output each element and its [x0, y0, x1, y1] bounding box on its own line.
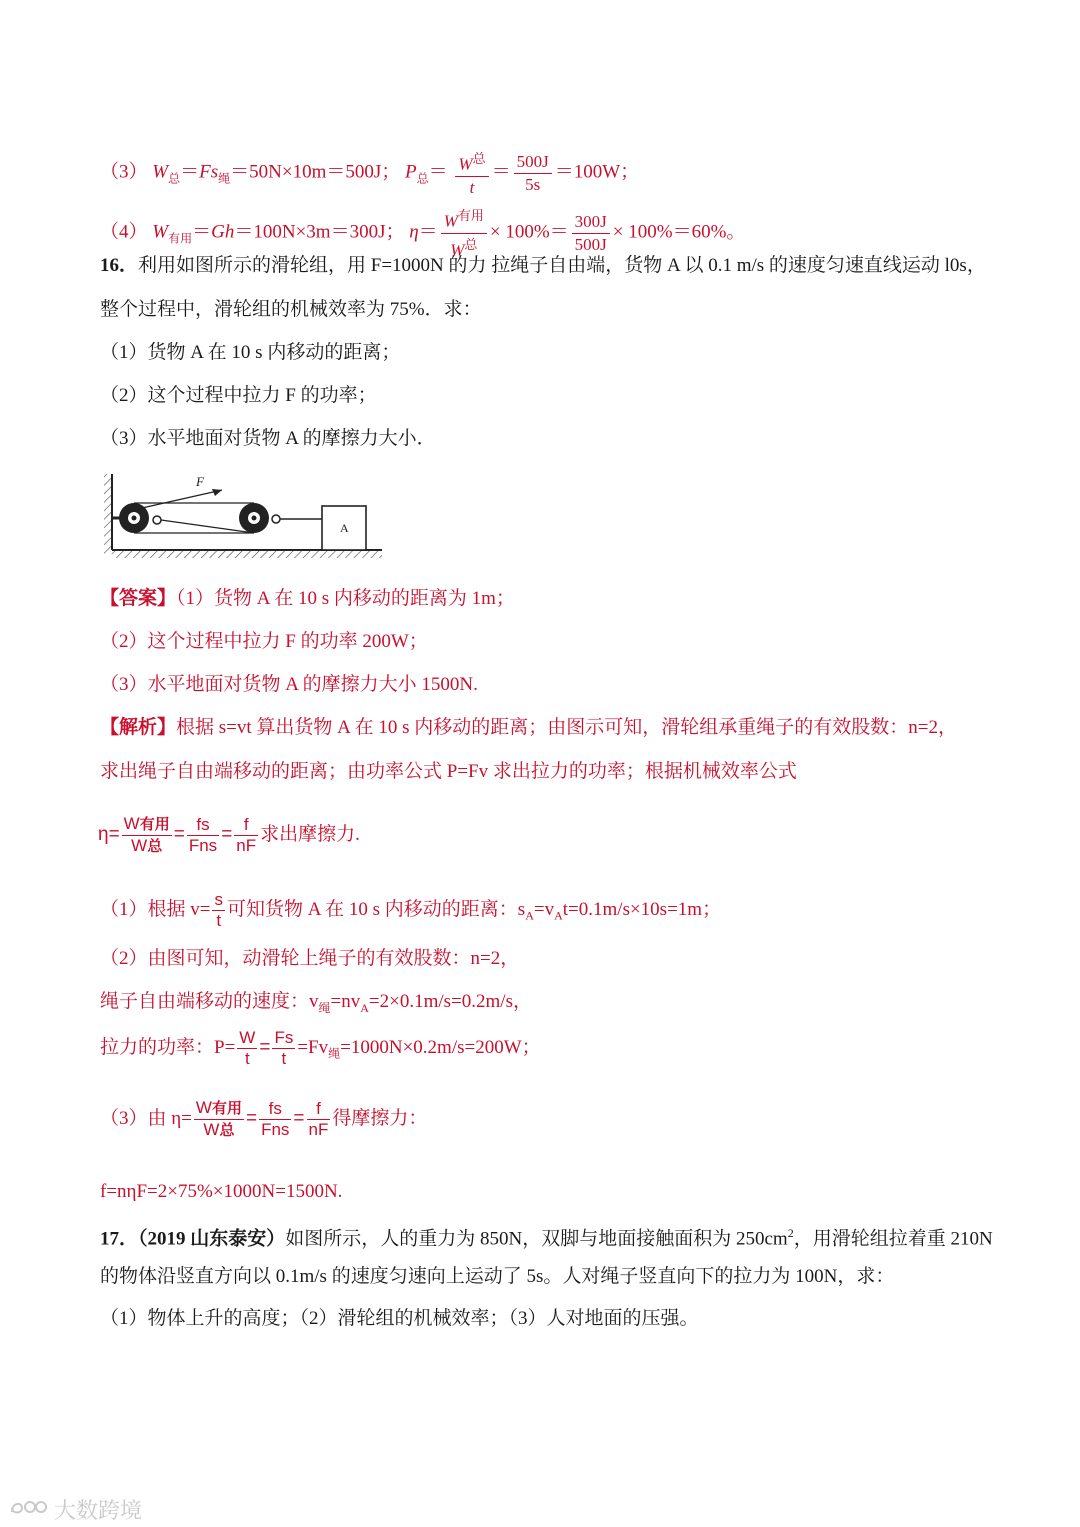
s15-line-4: （4） $W_{有用}=Gh=100N\times 3m=300J$； η＝ $\frac{W^{有用}}{W^总}$ × 100%＝ $\frac{300J}{500J}$ × 100%＝60%。 — [100, 205, 745, 261]
watermark-logo-icon — [8, 1496, 48, 1524]
fraction-w-over-t: $\frac{W^总}{t}$ — [455, 148, 488, 199]
q16-sub-1: （1）货物 A 在 10 s 内移动的距离； — [100, 342, 401, 363]
block-label: A — [340, 521, 349, 535]
analysis-step-1: （1）根据 v= $\frac{s}{t}$ 可知货物 A 在 10 s 内移动的距离：$s_A=v_At=0.1m/s\times 10s=1m$； — [100, 890, 722, 930]
fraction-500j-over-5s: $\frac{500J}{5s}$ — [514, 151, 552, 196]
analysis-line-2: 求出绳子自由端移动的距离；由功率公式 P=Fv 求出拉力的功率；根据机械效率公式 — [100, 761, 797, 782]
q17-line-2: 的物体沿竖直方向以 0.1m/s 的速度匀速向上运动了 5s。人对绳子竖直向下的拉力为 100N，求： — [100, 1266, 895, 1287]
fraction-fs-over-fns-2: $\frac{fs}{\text{Fns}}$ — [261, 1099, 290, 1139]
pulley-system-figure — [102, 470, 384, 562]
fraction-fs-over-t: $\frac{Fs}{t}$ — [274, 1028, 294, 1068]
q17-line-3: （1）物体上升的高度；（2）滑轮组的机械效率；（3）人对地面的压强。 — [100, 1308, 699, 1329]
analysis-step-2b: 绳子自由端移动的速度：$v_绳=nv_A=2\times 0.1m/s=0.2m/s$， — [100, 991, 532, 1015]
pull-rope — [142, 490, 222, 508]
analysis-final: f=nηF=2×75%×1000N=1500N. — [100, 1181, 343, 1202]
q17-line-1: 17．（2019 山东泰安）如图所示，人的重力为 850N，双脚与地面接触面积为 $250cm^2$，用滑轮组拉着重 210N — [100, 1226, 993, 1250]
force-arrow — [212, 489, 222, 496]
watermark: 大数跨境 — [8, 1494, 142, 1525]
fraction-w-over-t-2: $\frac{W}{t}$ — [239, 1028, 256, 1068]
analysis-line-1: 【解析】根据 s=vt 算出货物 A 在 10 s 内移动的距离；由图示可知，滑轮组承重绳子的有效股数：n=2， — [100, 717, 957, 738]
ground-hatch — [112, 550, 382, 558]
answer-line-2: （2）这个过程中拉力 F 的功率 200W； — [100, 631, 428, 652]
q16-sub-3: （3）水平地面对货物 A 的摩擦力大小． — [100, 428, 436, 449]
analysis-eta-formula: η= $\frac{\text{W有用}}{\text{W总}}$ = $\frac{fs}{\text{Fns}}$ = $\frac{f}{nF}$ 求出摩擦力. — [98, 814, 360, 855]
analysis-step-3: （3）由 η= $\frac{\text{W有用}}{\text{W总}}$ = $\frac{fs}{\text{Fns}}$ = $\frac{f}{nF}$ 得摩擦力： — [100, 1098, 428, 1139]
answer-line-1: 【答案】（1）货物 A 在 10 s 内移动的距离为 1m； — [100, 588, 515, 609]
analysis-step-2: （2）由图可知，动滑轮上绳子的有效股数：n=2， — [100, 948, 520, 969]
q16-line-1: 16．利用如图所示的滑轮组，用 F=1000N 的力 拉绳子自由端，货物 A 以 0.1 m/s 的速度匀速直线运动 l0s， — [100, 255, 986, 276]
fraction-useful-over-total: $\frac{\text{W有用}}{\text{W总}}$ — [123, 814, 170, 855]
fraction-300j-over-500j: $\frac{300J}{500J}$ — [572, 211, 610, 256]
fraction-f-over-nf-2: $\frac{f}{nF}$ — [308, 1099, 329, 1139]
fraction-s-over-t: $\frac{s}{t}$ — [214, 890, 223, 930]
wall-hatch — [104, 474, 112, 554]
fraction-f-over-nf: $\frac{f}{nF}$ — [236, 815, 257, 855]
answer-line-3: （3）水平地面对货物 A 的摩擦力大小 1500N. — [100, 674, 478, 695]
q16-sub-2: （2）这个过程中拉力 F 的功率； — [100, 385, 377, 406]
s15-line-3: （3） $W_总=Fs_绳=50N\times 10m=500J$； $P_总=$ $\frac{W^总}{t}$ ＝ $\frac{500J}{5s}$ ＝100W； — [100, 148, 639, 199]
analysis-step-2c: 拉力的功率：P= $\frac{W}{t}$ = $\frac{Fs}{t}$ $=Fv_绳=1000N\times 0.2m/s=200W$； — [100, 1028, 541, 1068]
q16-line-2: 整个过程中，滑轮组的机械效率为 75%．求： — [100, 299, 482, 320]
fraction-fs-over-fns: $\frac{fs}{\text{Fns}}$ — [188, 815, 218, 855]
fraction-useful-over-total-2: $\frac{\text{W有用}}{\text{W总}}$ — [195, 1098, 242, 1139]
fraction-wuseful-over-wtotal: $\frac{W^{有用}}{W^总}$ — [441, 205, 487, 261]
force-label: F — [196, 474, 204, 489]
